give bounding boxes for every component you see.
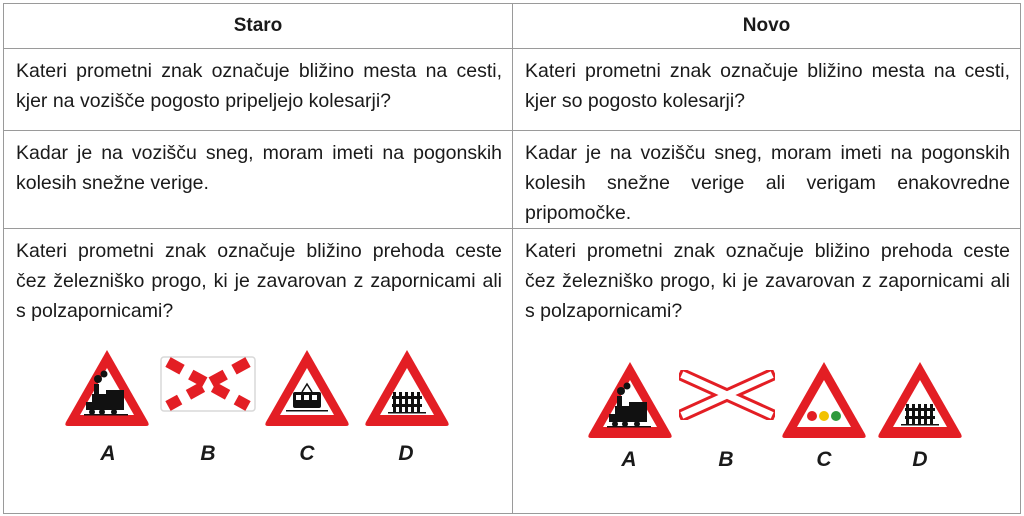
- header-old: Staro: [4, 4, 513, 49]
- andreas-cross-plate-icon: [160, 356, 256, 412]
- row3-new-cell: [513, 229, 1021, 514]
- gated-crossing-warning-icon: [362, 346, 452, 430]
- row3-new-text: Kateri prometni znak označuje bližino prehoda ceste čez železniško progo, ki je zavarovan z zapornicami ali s polzapornicami?: [525, 240, 1010, 322]
- option-b-label: B: [200, 442, 216, 465]
- steam-train-warning-icon: [585, 358, 675, 442]
- traffic-light-warning-icon: [779, 358, 869, 442]
- row1-old-text: Kateri prometni znak označuje bližino mesta na cesti, kjer na vozišče pogosto pripeljejo kolesarji?: [16, 60, 502, 112]
- row1-old-cell: [4, 49, 513, 131]
- option-d-label: D: [912, 448, 928, 471]
- signs-new: [513, 326, 1020, 506]
- row3-old-cell: [4, 229, 513, 514]
- signs-old: [4, 326, 512, 506]
- row2-new-text: Kadar je na vozišču sneg, moram imeti na pogonskih kolesih snežne verige ali verigam enakovredne pripomočke.: [525, 142, 1010, 224]
- row1-new-text: Kateri prometni znak označuje bližino mesta na cesti, kjer so pogosto kolesarji?: [525, 60, 1010, 112]
- row2-new-cell: [513, 131, 1021, 229]
- option-c-label: C: [816, 448, 832, 471]
- option-a-label: A: [100, 442, 116, 465]
- row3-old-text: Kateri prometni znak označuje bližino prehoda ceste čez železniško progo, ki je zavarovan z zapornicami ali s polzapornicami?: [16, 240, 502, 322]
- header-new: Novo: [513, 4, 1021, 49]
- option-c-label: C: [299, 442, 315, 465]
- andreas-cross-icon: [679, 370, 775, 420]
- option-b-label: B: [718, 448, 734, 471]
- comparison-table: [3, 3, 1021, 514]
- steam-train-warning-icon: [62, 346, 152, 430]
- row1-new-cell: [513, 49, 1021, 131]
- option-d-label: D: [398, 442, 414, 465]
- row2-old-text: Kadar je na vozišču sneg, moram imeti na pogonskih kolesih snežne verige.: [16, 142, 502, 194]
- tram-warning-icon: [262, 346, 352, 430]
- option-a-label: A: [621, 448, 637, 471]
- row2-old-cell: [4, 131, 513, 229]
- gated-crossing-warning-icon: [875, 358, 965, 442]
